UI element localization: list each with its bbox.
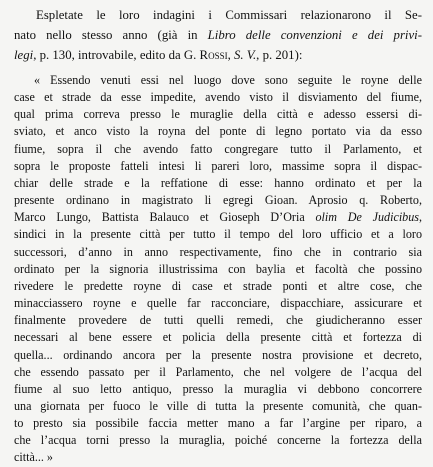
quote-line: case et strade da esse impedite, avendo visto il disviamento del fiume, (14, 90, 422, 105)
author-name: Rossi (199, 48, 228, 63)
quote-text: , (418, 210, 423, 225)
quote-line: « Essendo venuti essi nel luogo dove sono seguite le royne delle (34, 73, 422, 87)
quote-line: to presto sia possibile faccia metter mano a far l’argine per riparo, a (14, 416, 422, 431)
quoted-decree (14, 72, 422, 467)
quote-line: sopra le proposte fatteli intesi li pareri loro, massime sopra il dispac- (14, 158, 422, 173)
quote-line: presente ordinano in magistrato li egregi Gioan. Aprosio q. Roberto, (14, 193, 422, 208)
quote-text: Marco Lungo, Battista Balauco et Gioseph D’Oria (14, 210, 316, 225)
quote-line: una giornata per fuoco le ville di tutta la presente comunità, che quan- (14, 398, 422, 413)
quote-line: sviato, et anco visto la royna del ponte di legno portato via da esso (14, 124, 422, 139)
intro-line (14, 25, 422, 45)
intro-line (14, 45, 422, 65)
book-title: Libro delle convenzioni e dei privi- (207, 28, 422, 43)
quote-line: qual prima correva presso le muraglie della città e adesso essersi di- (14, 107, 422, 122)
quote-line: fiume al suo letto antiquo, presso la muraglia vi debbono concorrere (14, 381, 422, 396)
quote-line: quella... ordinando ancora per la presente nostra provisione et decreto, (14, 347, 422, 362)
quote-line: città... » (14, 450, 53, 465)
quote-line: minacciassero royne e quelle far racconciare, dispacchiare, assicurare et (14, 296, 422, 311)
latin-phrase: olim De Judicibus (315, 210, 419, 225)
quote-line: ordinato per la signoria illustrissima con baylia et facoltà che possino (14, 261, 422, 276)
source-abbrev: S. V. (234, 48, 257, 63)
intro-text: nato nello stesso anno (già in (14, 28, 208, 43)
intro-text: , p. 130, introvabile, edito da G. (33, 48, 200, 63)
quote-line: finalmente provedere de tutti quelli remedi, che giudicheranno esser (14, 313, 422, 328)
quote-line: che l’acqua torni presso la muraglia, poiché concerne la fortezza della (14, 433, 422, 448)
quote-line: che essendo passato per il Parlamento, che nel volgere de l’acqua del (14, 364, 422, 379)
quote-line: fiume, sopra il che avendo fatto congregare tutto il Parlamento, et (14, 141, 422, 156)
intro-paragraph (14, 5, 422, 66)
quote-line: sindici in la presente città per tutto il tempo del loro ufficio et a loro (14, 227, 422, 242)
book-title-end: legi (14, 48, 34, 63)
quote-line: chiar delle strade e la reffatione di esse: hanno ordinato et per la (14, 175, 422, 190)
quote-line: necessari al bene essere et policia della presente città et fortezza di (14, 330, 422, 345)
intro-text: , (227, 48, 234, 63)
quote-line: successori, d’anno in anno respectivamente, fino che in contrario sia (14, 244, 422, 259)
intro-line: Espletate le loro indagini i Commissari relazionarono il Se- (36, 8, 422, 22)
quote-line: rivedere le predette royne di case et strade ponti et altre cose, che (14, 278, 422, 293)
quote-line (14, 209, 422, 226)
intro-text: , p. 201): (256, 48, 303, 63)
